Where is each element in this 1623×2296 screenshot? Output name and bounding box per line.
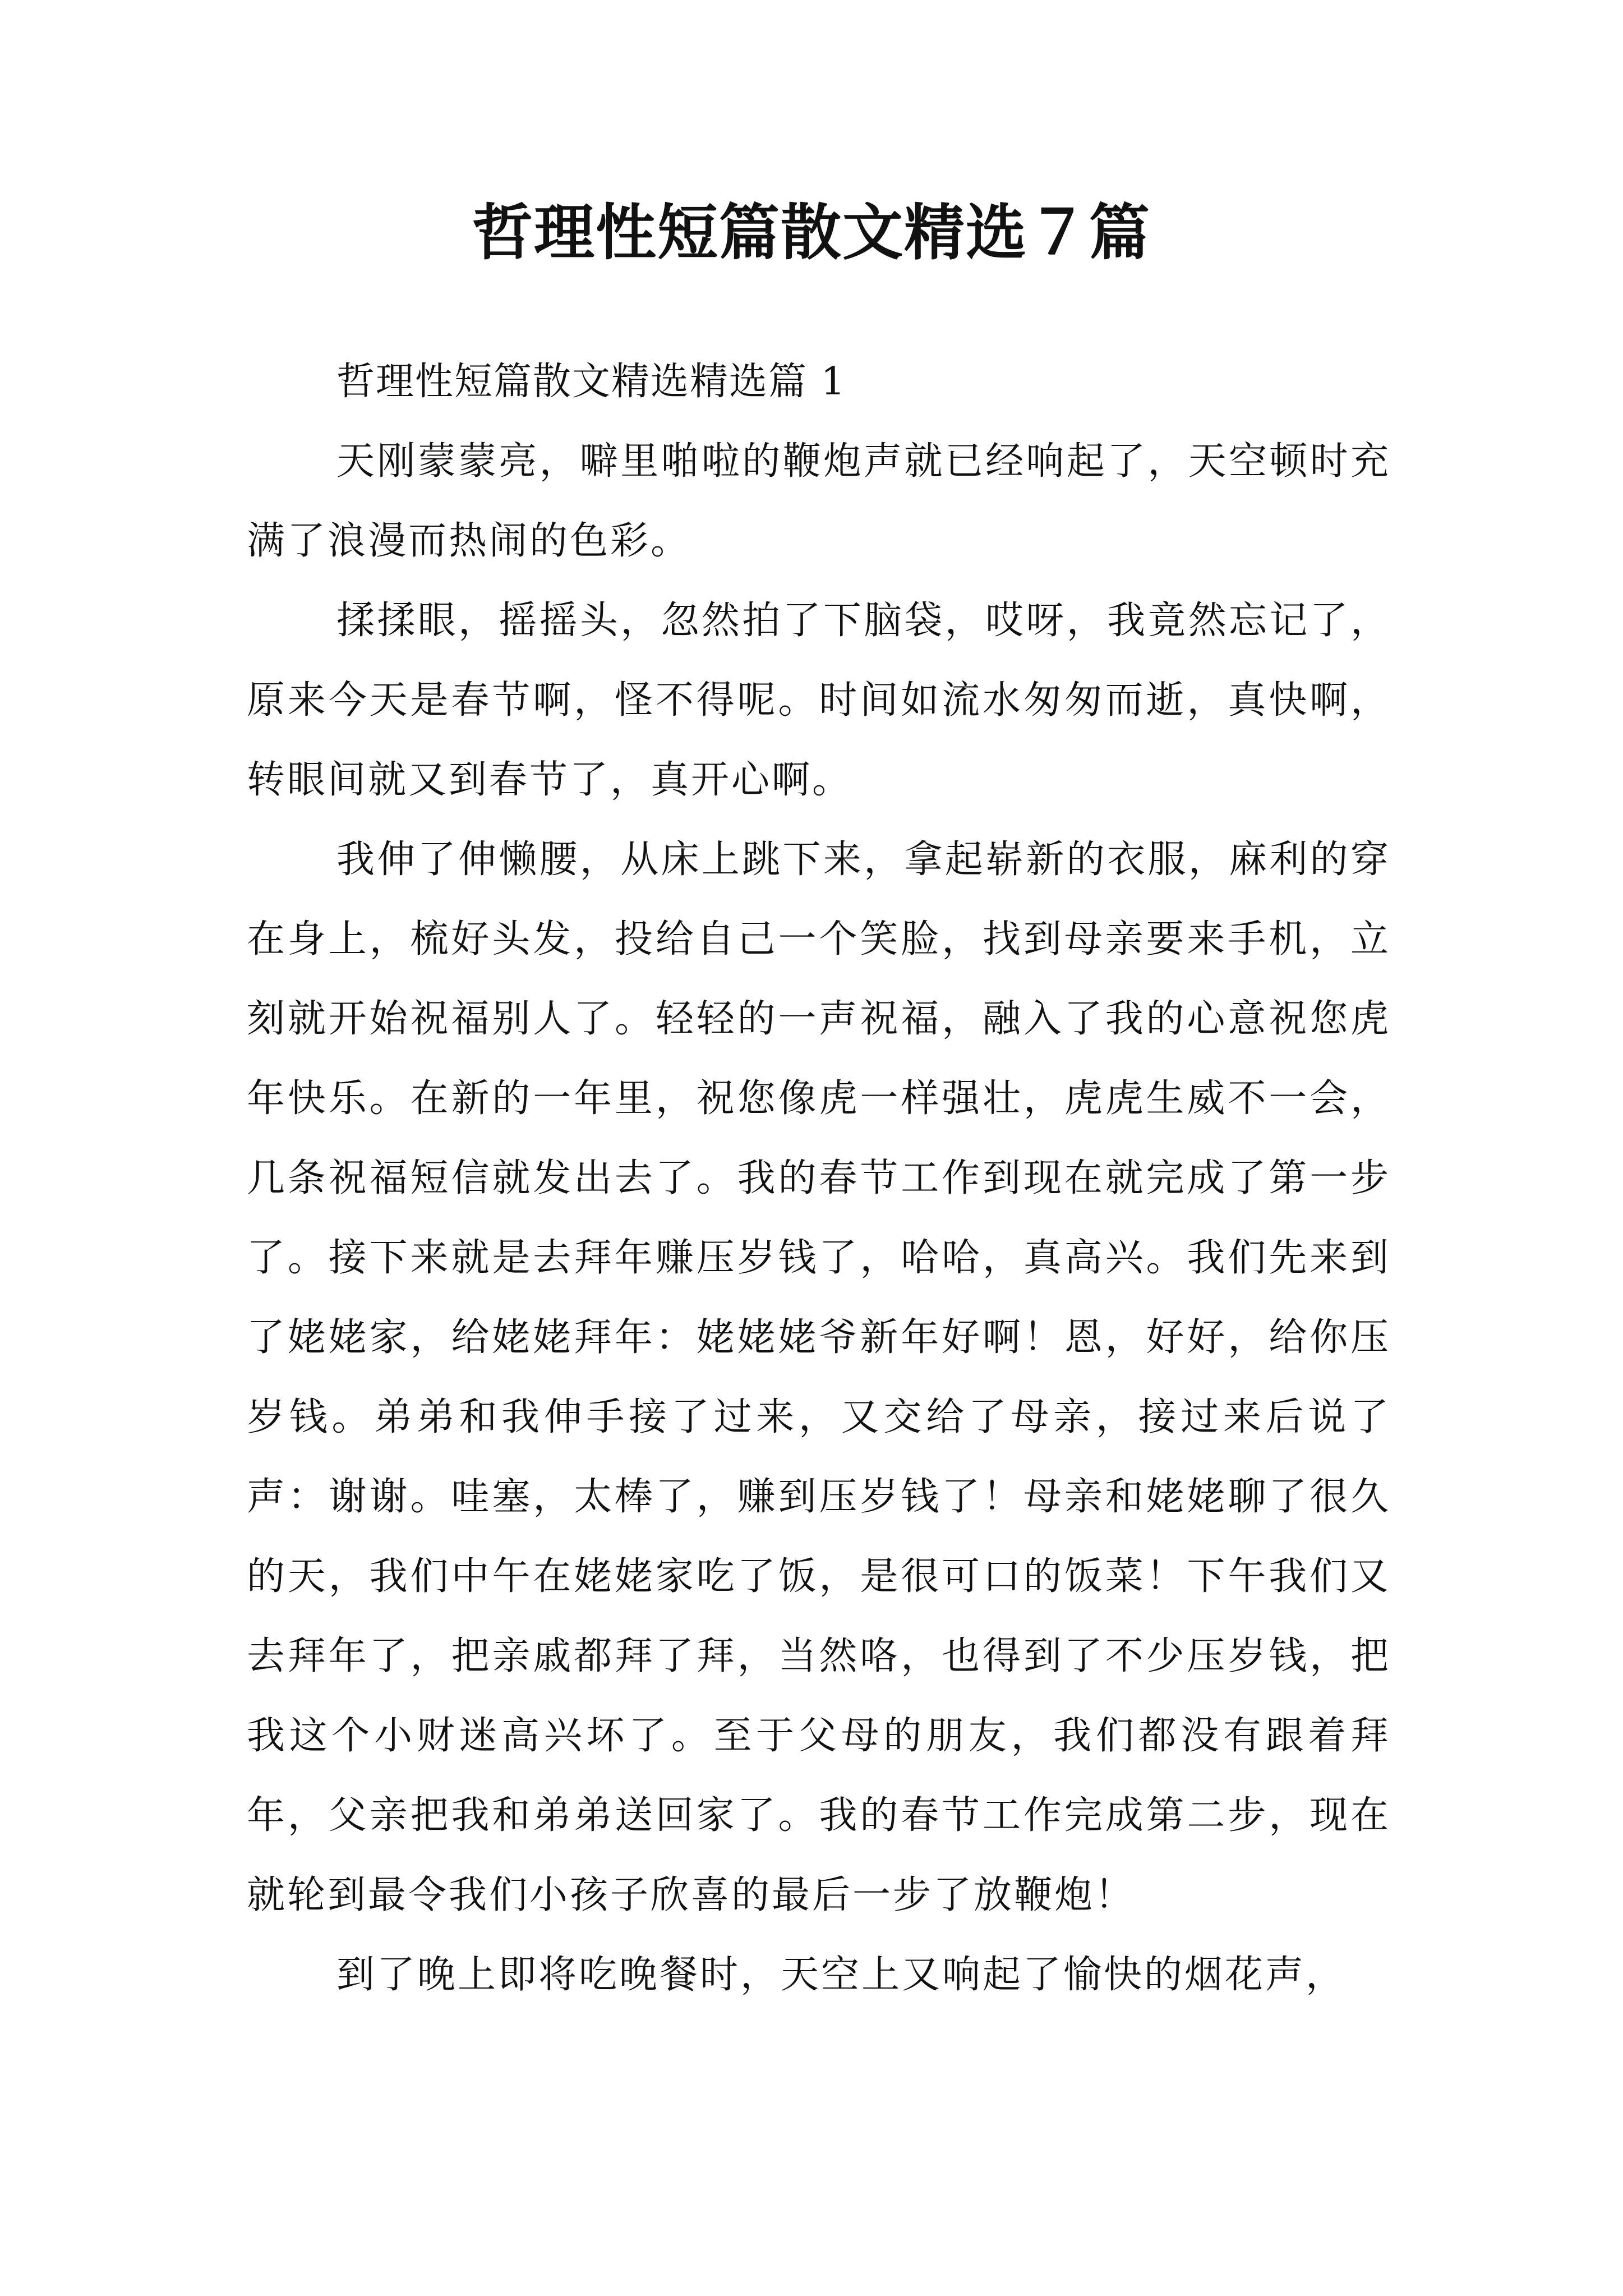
document-body	[247, 342, 1391, 2015]
section-heading: 哲理性短篇散文精选精选篇 1	[336, 360, 846, 404]
document-title: 哲理性短篇散文精选７篇	[472, 197, 1151, 268]
paragraph-4: 到了晚上即将吃晚餐时，天空上又响起了愉快的烟花声，	[336, 1953, 1347, 1997]
paragraph-1: 天刚蒙蒙亮，噼里啪啦的鞭炮声就已经响起了，天空顿时充满了浪漫而热闹的色彩。	[247, 439, 1391, 563]
paragraph-3: 我伸了伸懒腰，从床上跳下来，拿起崭新的衣服，麻利的穿在身上，梳好头发，投给自己一个笑脸，找到母亲要来手机，立刻就开始祝福别人了。轻轻的一声祝福，融入了我的心意祝您虎年快乐。在新的一年里，祝您像虎一样强壮，虎虎生威不一会，几条祝福短信就发出去了。我的春节工作到现在就完成了第一步了。接下来就是去拜年赚压岁钱了，哈哈，真高兴。我们先来到了姥姥家，给姥姥拜年：姥姥姥爷新年好啊！恩，好好，给你压岁钱。弟弟和我伸手接了过来，又交给了母亲，接过来后说了声：谢谢。哇塞，太棒了，赚到压岁钱了！母亲和姥姥聊了很久的天，我们中午在姥姥家吃了饭，是很可口的饭菜！下午我们又去拜年了，把亲戚都拜了拜，当然咯，也得到了不少压岁钱，把我这个小财迷高兴坏了。至于父母的朋友，我们都没有跟着拜年，父亲把我和弟弟送回家了。我的春节工作完成第二步，现在就轮到最令我们小孩子欣喜的最后一步了放鞭炮！	[247, 838, 1391, 1917]
paragraph-2: 揉揉眼，摇摇头，忽然拍了下脑袋，哎呀，我竟然忘记了，原来今天是春节啊，怪不得呢。时间如流水匆匆而逝，真快啊，转眼间就又到春节了，真开心啊。	[247, 599, 1391, 802]
